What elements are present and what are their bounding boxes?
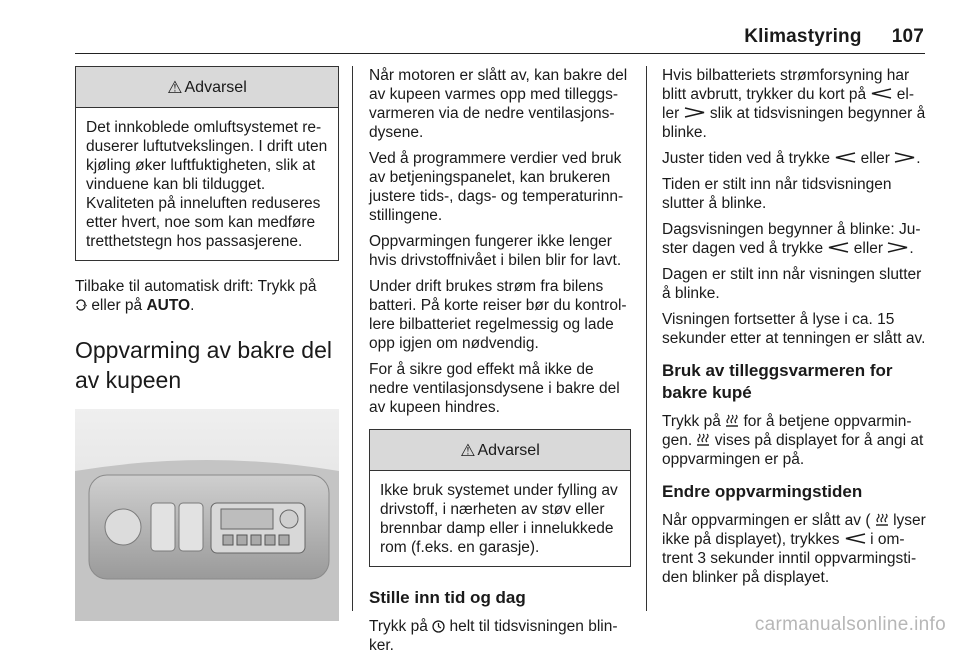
watermark: carmanualsonline.info	[754, 614, 946, 635]
column-divider	[646, 66, 647, 611]
paragraph: Ved å programmere verdier ved bruk av betjeningspanelet, kan brukeren justere tids-, dags- og temperaturinn-stillingene.	[369, 150, 624, 224]
paragraph: Trykk på for å betjene oppvarmin-gen. vises på displayet for å angi at oppvarmingen er på.	[662, 413, 924, 468]
paragraph: Hvis bilbatteriets strømforsyning har blitt avbrutt, trykker du kort på el-ler slik at tidsvisningen begynner å blinke.	[662, 67, 926, 141]
warning-header: ⚠ Advarsel	[76, 67, 338, 108]
paragraph: Juster tiden ved å trykke eller .	[662, 150, 921, 167]
arrow-right-icon	[894, 150, 916, 167]
section-heading: Endre oppvarmingstiden	[662, 482, 863, 501]
paragraph: Tiden er stilt inn når tidsvisningen slutter å blinke.	[662, 176, 892, 212]
section-heading: Stille inn tid og dag	[369, 588, 526, 607]
auxiliary-heater-icon	[875, 512, 889, 529]
paragraph: Visningen fortsetter å lyse i ca. 15 sekunder etter at tenningen er slått av.	[662, 311, 926, 347]
paragraph: For å sikre god effekt må ikke de nedre ventilasjonsdysene i bakre del av kupeen hindres.	[369, 361, 620, 416]
paragraph: Dagen er stilt inn når visningen slutter å blinke.	[662, 266, 922, 302]
auxiliary-heater-icon	[696, 432, 710, 449]
warning-box	[75, 66, 339, 261]
column-divider	[352, 66, 353, 611]
arrow-left-icon	[844, 531, 866, 548]
warning-triangle-icon: ⚠	[167, 77, 183, 97]
recirculation-icon	[75, 297, 91, 314]
warning-header: ⚠ Advarsel	[370, 430, 630, 471]
header-rule	[75, 53, 925, 54]
arrow-right-icon	[684, 105, 706, 122]
paragraph: Oppvarmingen fungerer ikke lenger hvis drivstoffnivået i bilen blir for lavt.	[369, 233, 622, 269]
section-heading: Oppvarming av bakre del av kupeen	[75, 337, 332, 393]
arrow-left-icon	[834, 150, 856, 167]
clock-icon	[432, 618, 449, 635]
auxiliary-heater-icon	[725, 413, 739, 430]
paragraph: Når oppvarmingen er slått av ( lyser ikke på displayet), trykkes i om-trent 3 sekunder inntil oppvarmingsti-den blinker på displayet.	[662, 512, 926, 586]
paragraph: Når motoren er slått av, kan bakre del av kupeen varmes opp med tilleggs-varmeren via de nedre ventilasjons-dysene.	[369, 67, 628, 141]
column-middle	[369, 66, 631, 662]
arrow-right-icon	[887, 240, 909, 257]
warning-text: Det innkoblede omluftsystemet re-duserer luftutvekslingen. I drift uten kjøling øker luftfuktigheten, slik at vinduene kan bli tildugget. Kvaliteten på inneluften reduseres etter hvert, noe som kan medføre tretthetstegn hos passasjerene.	[86, 119, 328, 250]
column-left	[75, 66, 339, 621]
paragraph: Dagsvisningen begynner å blinke: Ju-ster dagen ved å trykke eller .	[662, 221, 921, 257]
paragraph: Trykk på helt til tidsvisningen blin-ker.	[369, 618, 618, 654]
chapter-title: Klimastyring 107	[744, 26, 924, 47]
page-number: 107	[891, 26, 924, 47]
section-heading: Bruk av tilleggsvarmeren for bakre kupé	[662, 361, 893, 402]
auto-return-text: Tilbake til automatisk drift: Trykk på eller på AUTO.	[75, 278, 317, 314]
column-right	[662, 66, 926, 594]
heater-control-panel-image	[75, 409, 339, 621]
arrow-left-icon	[870, 86, 892, 103]
paragraph: Under drift brukes strøm fra bilens batteri. På korte reiser bør du kontrol-lere bilbatteriet regelmessig og lade opp igjen om nødvendig.	[369, 278, 627, 352]
warning-triangle-icon: ⚠	[460, 440, 476, 460]
warning-text: Ikke bruk systemet under fylling av drivstoff, i nærheten av støv eller brennbar damp eller i innelukkede rom (f.eks. en garasje).	[380, 482, 618, 556]
arrow-left-icon	[827, 240, 849, 257]
warning-box	[369, 429, 631, 567]
